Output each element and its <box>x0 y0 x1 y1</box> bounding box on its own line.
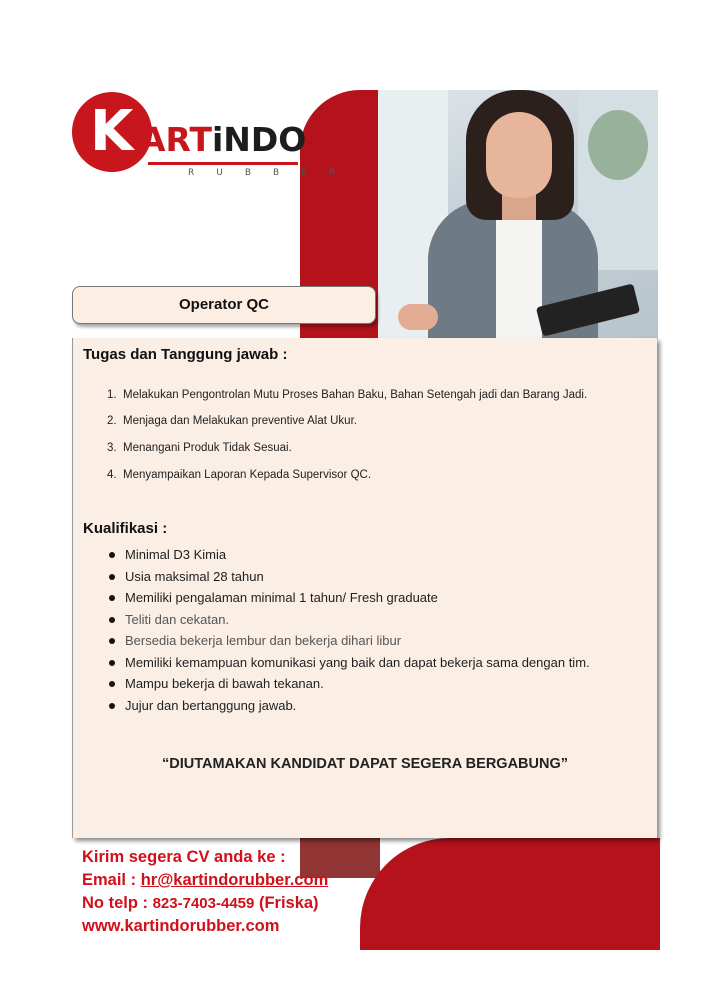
qualifications-list <box>109 544 649 716</box>
duty-item: 3. Menangani Produk Tidak Sesuai. <box>107 442 292 454</box>
logo-wordmark-red: ART <box>140 120 212 159</box>
logo-wordmark <box>140 122 306 158</box>
qualification-item: Mampu bekerja di bawah tekanan. <box>109 673 649 695</box>
contact-info <box>82 846 328 938</box>
qualifications-heading: Kualifikasi : <box>83 520 168 537</box>
red-decoration-bottom <box>360 838 660 950</box>
bullet-icon <box>109 595 115 601</box>
bullet-icon <box>109 617 115 623</box>
phone-contact-name: (Friska) <box>258 894 319 912</box>
email-link[interactable]: hr@kartindorubber.com <box>140 871 329 889</box>
company-logo <box>70 92 358 188</box>
contact-intro: Kirim segera CV anda ke : <box>82 848 286 866</box>
qualification-item: Jujur dan bertanggung jawab. <box>109 695 649 717</box>
duty-item: 2. Menjaga dan Melakukan preventive Alat Ukur. <box>107 415 357 427</box>
website-link[interactable]: www.kartindorubber.com <box>82 917 280 935</box>
qualification-item: Bersedia bekerja lembur dan bekerja dihari libur <box>109 630 649 652</box>
business-woman-photo <box>378 90 658 340</box>
logo-wordmark-dark: iNDO <box>211 120 307 159</box>
qualification-item: Teliti dan cekatan. <box>109 609 649 631</box>
bullet-icon <box>109 681 115 687</box>
qualification-item: Memiliki kemampuan komunikasi yang baik dan dapat bekerja sama dengan tim. <box>109 652 649 674</box>
contact-email-row <box>82 869 328 892</box>
bullet-icon <box>109 574 115 580</box>
logo-underline <box>148 162 298 165</box>
bullet-icon <box>109 638 115 644</box>
logo-letter: K <box>90 99 134 164</box>
bullet-icon <box>109 552 115 558</box>
duty-item: 1. Melakukan Pengontrolan Mutu Proses Bahan Baku, Bahan Setengah jadi dan Barang Jadi. <box>107 389 588 401</box>
logo-subtitle: RUBBER <box>188 168 358 178</box>
qualification-item: Minimal D3 Kimia <box>109 544 649 566</box>
qualification-item: Usia maksimal 28 tahun <box>109 566 649 588</box>
bullet-icon <box>109 703 115 709</box>
phone-number: 823-7403-4459 <box>152 895 255 912</box>
job-title: Operator QC <box>72 286 376 324</box>
priority-note: “DIUTAMAKAN KANDIDAT DAPAT SEGERA BERGABUNG” <box>162 756 568 772</box>
phone-label: No telp : <box>82 894 148 912</box>
qualification-item: Memiliki pengalaman minimal 1 tahun/ Fresh graduate <box>109 587 649 609</box>
job-details-panel <box>72 338 657 838</box>
bullet-icon <box>109 660 115 666</box>
duties-list <box>107 382 647 489</box>
duty-item: 4. Menyampaikan Laporan Kepada Supervisor QC. <box>107 469 372 481</box>
contact-phone-row <box>82 892 328 915</box>
duties-heading: Tugas dan Tanggung jawab : <box>83 346 288 363</box>
email-label: Email : <box>82 871 137 889</box>
